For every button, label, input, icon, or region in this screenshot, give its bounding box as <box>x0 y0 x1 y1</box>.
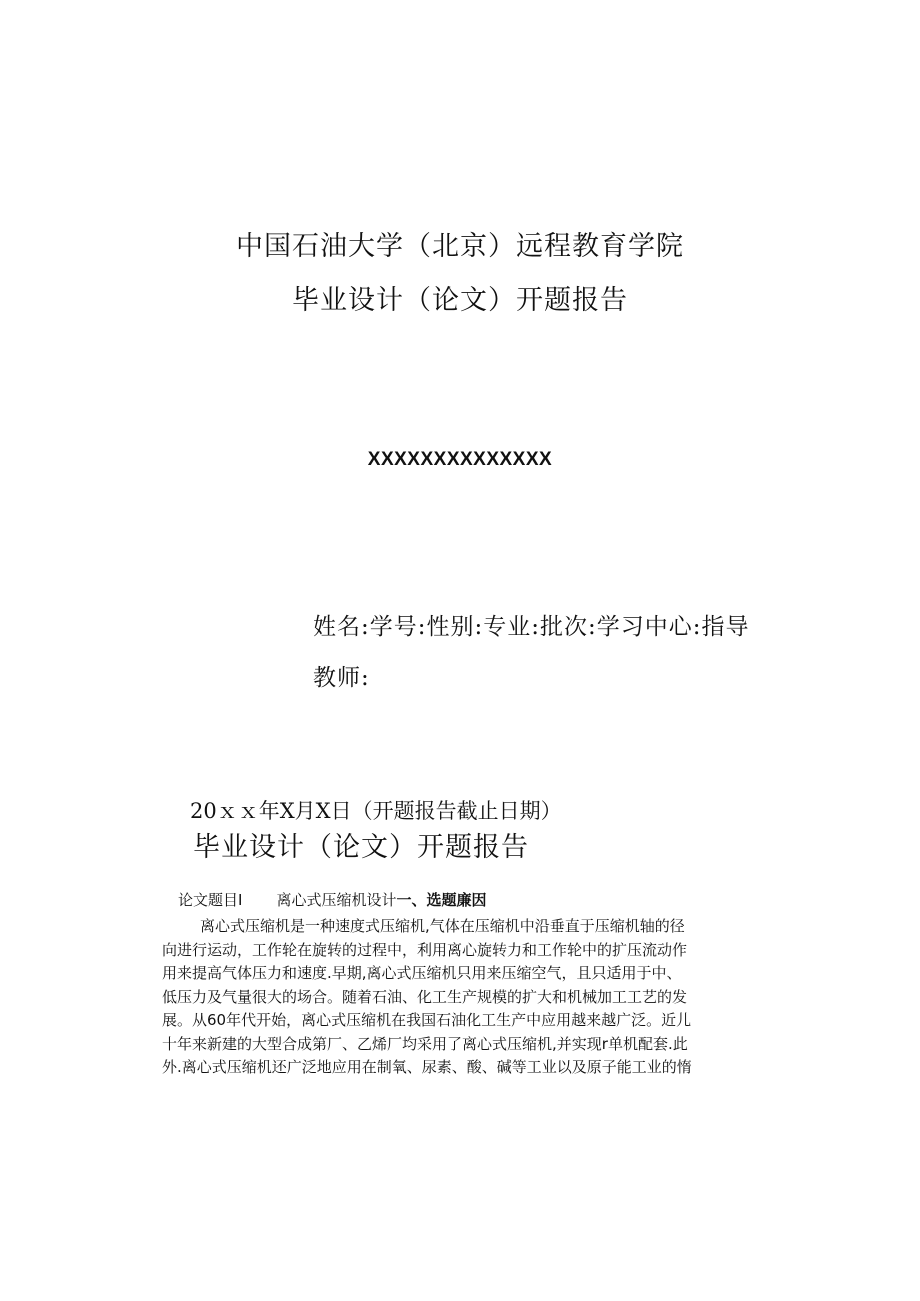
topic-label: 论文题目I <box>178 891 243 909</box>
report-title: 毕业设计（论文）开题报告 <box>292 285 628 316</box>
student-info-line-1: 姓名:学号:性别:专业:批次:学习中心:指导 <box>313 614 750 640</box>
thesis-topic-line <box>178 889 486 910</box>
university-title: 中国石油大学（北京）远程教育学院 <box>236 231 684 262</box>
paragraph-line: 展。从60年代开始，离心式压缩机在我国石油化工生产中应用越来越广泛。近儿 <box>162 1011 692 1029</box>
report-title-repeat: 毕业设计（论文）开题报告 <box>193 832 529 863</box>
section-heading: 一、选题廉因 <box>396 891 487 909</box>
student-info-line-2: 教师: <box>313 665 370 691</box>
topic-value: 离心式压缩机设计 <box>276 891 397 909</box>
paragraph-line: 外.离心式压缩机还广泛地应用在制氧、尿素、酸、碱等工业以及原子能工业的惰 <box>162 1058 692 1076</box>
deadline-date: 20ｘｘ年X月X日（开题报告截止日期） <box>190 799 562 823</box>
paragraph-line: 向进行运动，工作轮在旋转的过程中，利用离心旋转力和工作轮中的扩压流动作 <box>162 940 688 959</box>
paragraph-line: 十年来新建的大型合成第厂、乙烯厂均采用了离心式压缩机,并实现r单机配套.此 <box>162 1034 688 1053</box>
thesis-title-placeholder: XXXXXXXXXXXXXX <box>367 449 553 470</box>
paragraph-line: 用来提高气体压力和速度.早期,离心式压缩机只用来压缩空气，且只适用于中、 <box>162 964 682 982</box>
body-paragraph <box>162 915 762 1080</box>
paragraph-line: 低压力及气量很大的场合。随着石油、化工生产规模的扩大和机械加工工艺的发 <box>162 987 688 1006</box>
paragraph-line: 离心式压缩机是一种速度式压缩机,气体在压缩机中沿垂直于压缩机轴的径 <box>200 917 685 935</box>
